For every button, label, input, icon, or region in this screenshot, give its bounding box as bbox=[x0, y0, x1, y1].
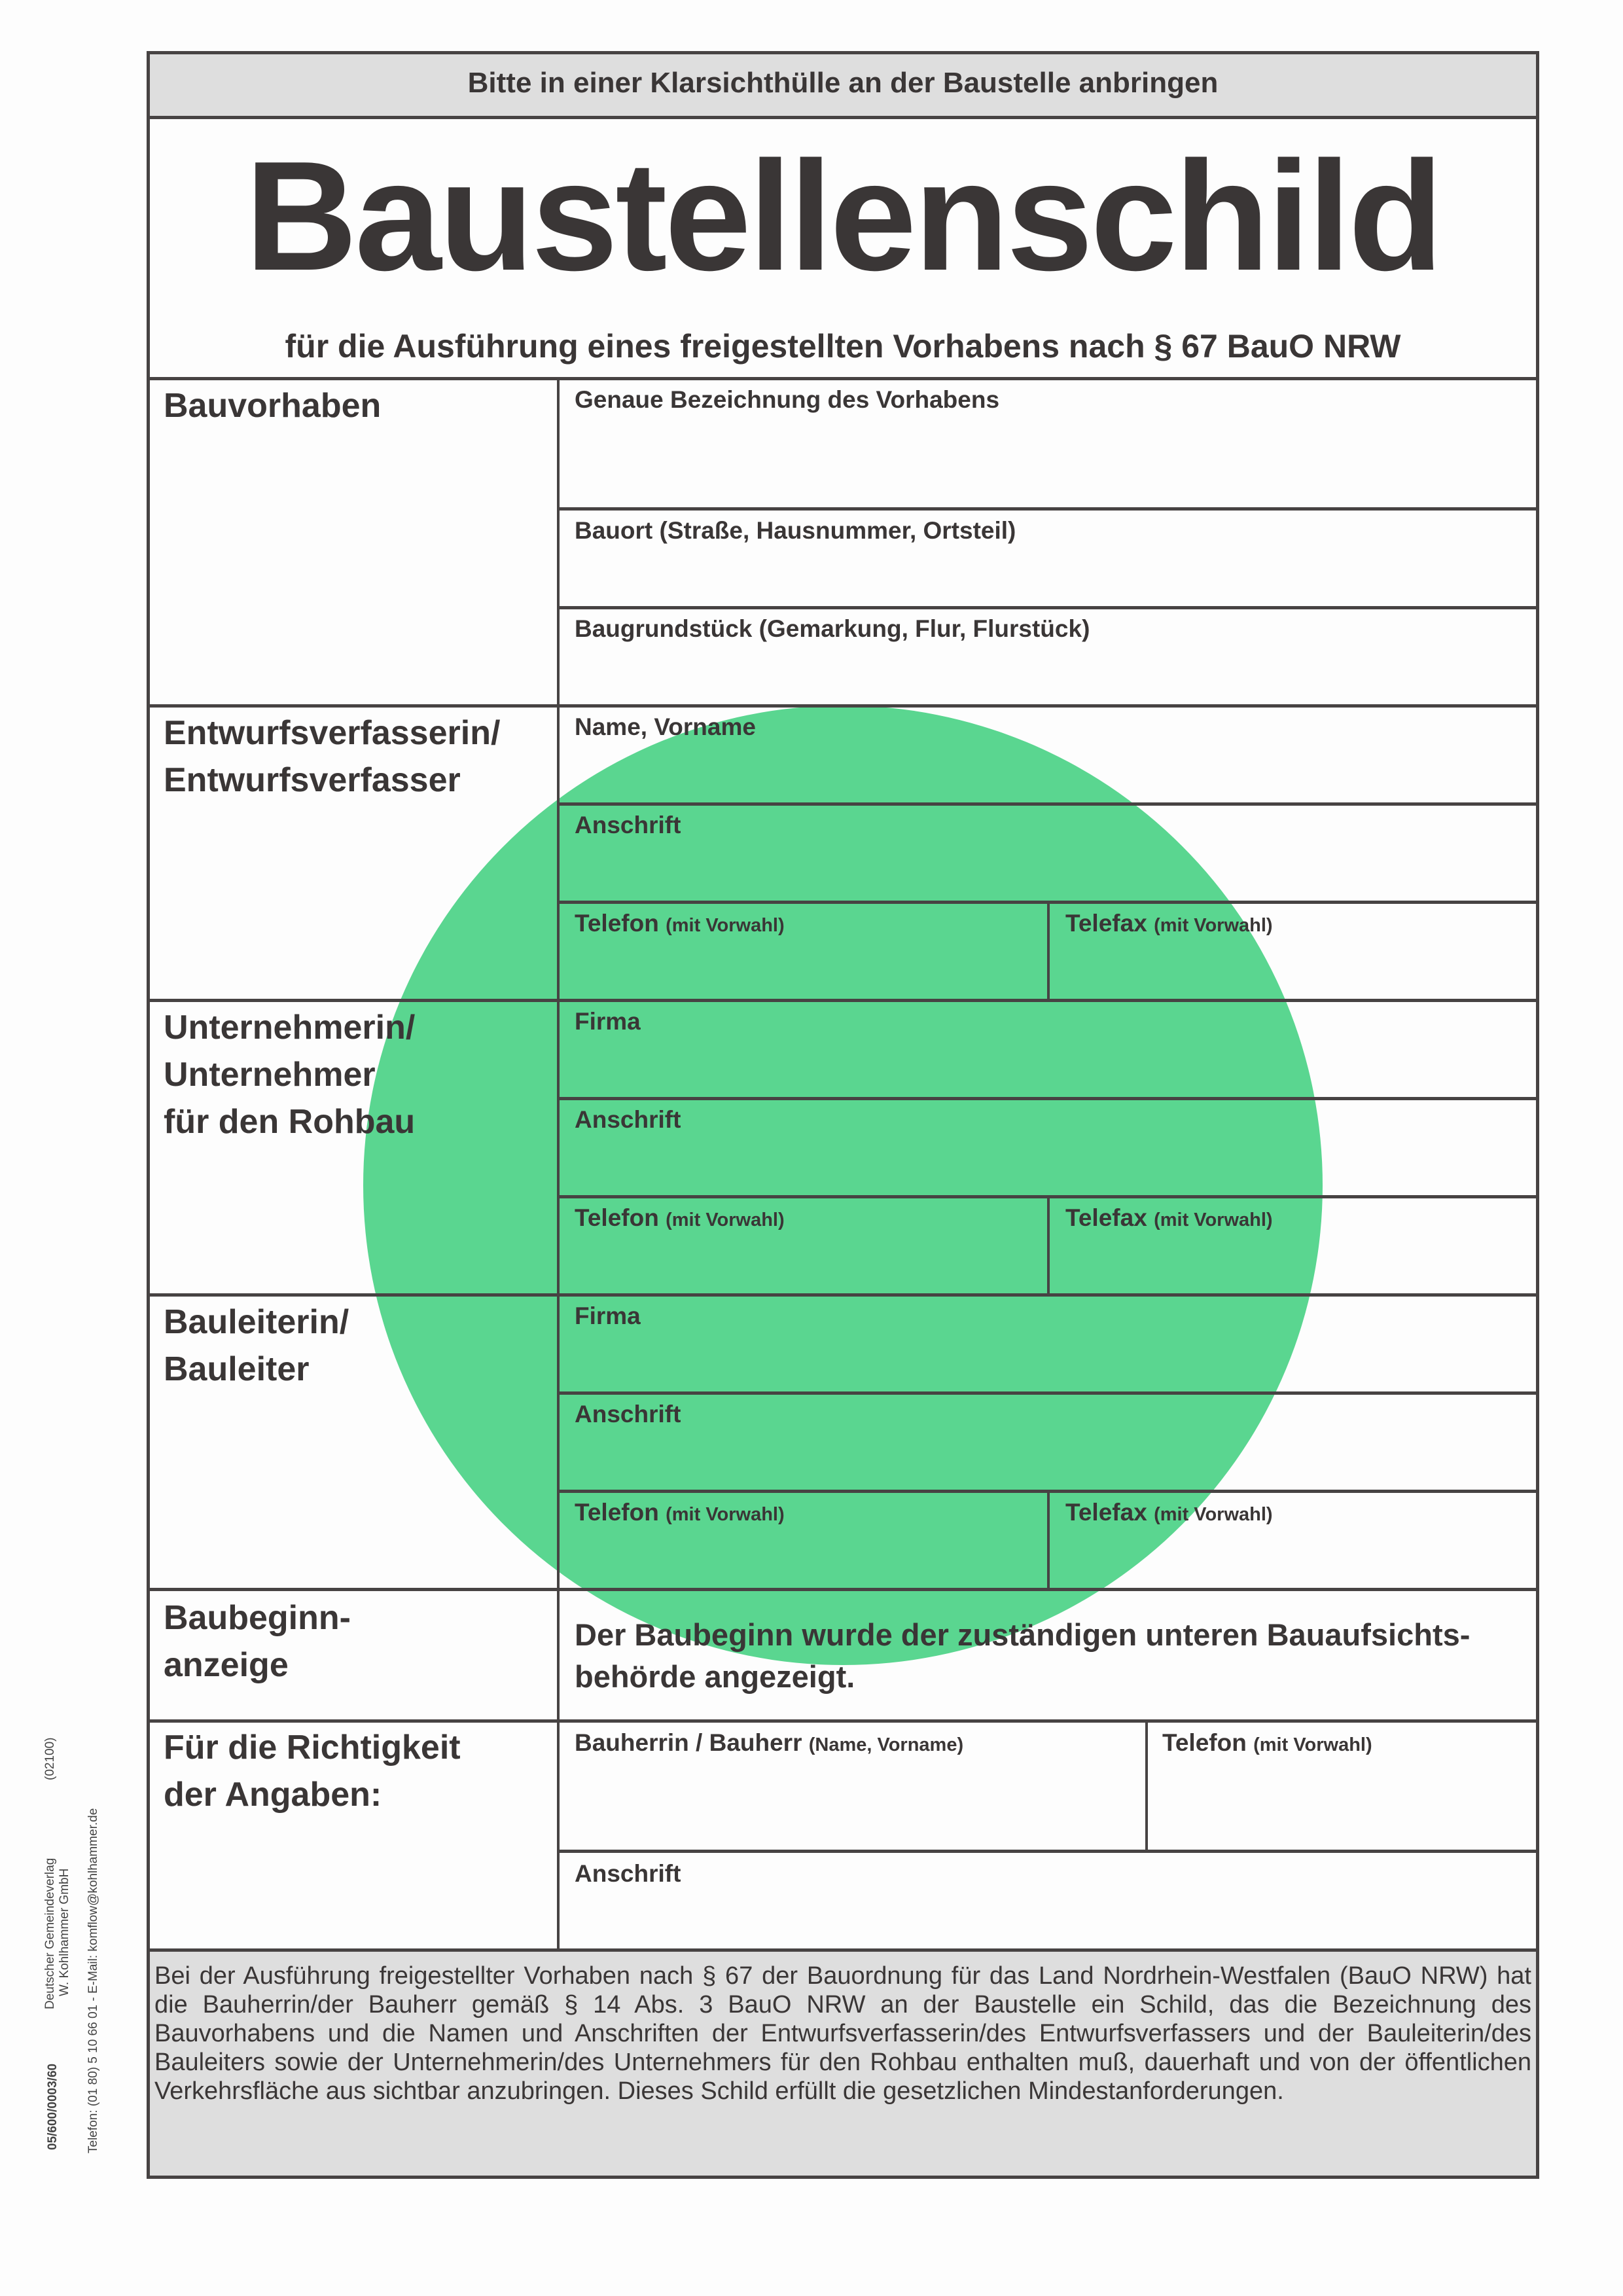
section-label-line: Für die Richtigkeit bbox=[164, 1729, 461, 1767]
field-label-anschrift: Anschrift bbox=[575, 1401, 681, 1427]
telefon-hint: (mit Vorwahl) bbox=[666, 1210, 785, 1230]
column-divider bbox=[1047, 1196, 1050, 1295]
divider bbox=[147, 377, 1539, 380]
banner-instruction: Bitte in einer Klarsichthülle an der Baustelle anbringen bbox=[467, 67, 1219, 99]
section-label-line: für den Rohbau bbox=[164, 1103, 416, 1141]
telefax-hint: (mit Vorwahl) bbox=[1154, 915, 1273, 936]
divider bbox=[558, 1850, 1539, 1853]
divider bbox=[558, 507, 1539, 511]
telefon-hint: (mit Vorwahl) bbox=[666, 1504, 785, 1525]
publisher-contact: Telefon: (01 80) 5 10 66 01 - E-Mail: komflow@kohlhammer.de bbox=[86, 1808, 100, 2153]
divider bbox=[147, 999, 1539, 1002]
section-label-entwurf bbox=[164, 709, 500, 804]
publisher-company: W. Kohlhammer GmbH bbox=[58, 1868, 71, 1996]
section-label-line: Bauleiter bbox=[164, 1350, 310, 1388]
divider bbox=[147, 116, 1539, 119]
input-bauherr-anschrift[interactable] bbox=[560, 1893, 1535, 1946]
telefon-label: Telefon bbox=[575, 910, 659, 937]
publisher-name: Deutscher Gemeindeverlag bbox=[43, 1857, 57, 2009]
telefax-hint: (mit Vorwahl) bbox=[1154, 1504, 1273, 1525]
field-label-anschrift: Anschrift bbox=[575, 812, 681, 838]
field-label-telefax bbox=[1065, 910, 1273, 937]
field-label-telefax bbox=[1065, 1204, 1273, 1232]
divider bbox=[147, 704, 1539, 708]
input-entwurf-telefon[interactable] bbox=[560, 942, 1044, 997]
section-label-unternehmer bbox=[164, 1004, 415, 1145]
field-label-anschrift: Anschrift bbox=[575, 1860, 681, 1887]
bauherr-label: Bauherrin / Bauherr bbox=[575, 1729, 802, 1756]
input-bauleiter-telefax[interactable] bbox=[1051, 1532, 1535, 1587]
input-bauleiter-firma[interactable] bbox=[560, 1335, 1535, 1390]
input-unternehmer-telefon[interactable] bbox=[560, 1237, 1044, 1292]
telefon-label: Telefon bbox=[1162, 1729, 1247, 1756]
input-entwurf-name[interactable] bbox=[560, 746, 1535, 801]
column-divider bbox=[1047, 902, 1050, 1000]
field-label-name: Name, Vorname bbox=[575, 713, 756, 740]
divider bbox=[147, 1719, 1539, 1723]
field-label-bauherr bbox=[575, 1729, 963, 1757]
field-label-bauort: Bauort (Straße, Hausnummer, Ortsteil) bbox=[575, 517, 1016, 544]
input-unternehmer-firma[interactable] bbox=[560, 1041, 1535, 1096]
input-unternehmer-anschrift[interactable] bbox=[560, 1139, 1535, 1194]
section-label-bauleiter bbox=[164, 1299, 349, 1393]
divider bbox=[558, 802, 1539, 806]
input-bauort[interactable] bbox=[560, 550, 1535, 605]
section-label-line: Unternehmer bbox=[164, 1056, 376, 1094]
section-label-line: Unternehmerin/ bbox=[164, 1009, 416, 1047]
divider bbox=[147, 1588, 1539, 1591]
input-bauherr-name[interactable] bbox=[560, 1762, 1143, 1847]
field-label-baugrundstueck: Baugrundstück (Gemarkung, Flur, Flurstück) bbox=[575, 615, 1090, 642]
telefax-label: Telefax bbox=[1065, 1204, 1147, 1231]
form-number: 05/600/0003/60 bbox=[46, 2063, 60, 2150]
column-divider bbox=[557, 378, 560, 1949]
field-label-firma: Firma bbox=[575, 1302, 641, 1329]
page-title: Baustellenschild bbox=[245, 130, 1441, 303]
input-bauleiter-anschrift[interactable] bbox=[560, 1433, 1535, 1488]
section-label-line: Entwurfsverfasserin/ bbox=[164, 714, 501, 752]
section-label-line: der Angaben: bbox=[164, 1776, 382, 1814]
telefon-hint: (mit Vorwahl) bbox=[1253, 1734, 1372, 1755]
legal-notice: Bei der Ausführung freigestellter Vorhaben nach § 67 der Bauordnung für das Land Nordrhein-Westfalen (BauO NRW) hat die Bauherrin/der Bauherr gemäß § 14 Abs. 3 BauO NRW an der Baustelle ein Schild, das die Bezeichnung des Bauvorhabens und die Namen und Anschriften der Entwurfsverfasserin/des Entwurfsverfassers und der Bauleiterin/des Bauleiters sowie der Unternehmerin/des Unternehmers für den Rohbau enthalten muß, dauerhaft und von der öffentlichen Verkehrsfläche aus sichtbar anzubringen. Dieses Schild erfüllt die gesetzlichen Mindestanforderungen. bbox=[154, 1962, 1531, 2105]
input-bauherr-telefon[interactable] bbox=[1149, 1762, 1535, 1847]
section-label-richtigkeit bbox=[164, 1724, 461, 1818]
field-label-telefax bbox=[1065, 1499, 1273, 1526]
input-bauleiter-telefon[interactable] bbox=[560, 1532, 1044, 1587]
section-label-line: Baubeginn- bbox=[164, 1599, 351, 1637]
divider bbox=[147, 1948, 1539, 1952]
page-subtitle: für die Ausführung eines freigestellten Vorhabens nach § 67 BauO NRW bbox=[285, 328, 1401, 365]
field-label-anschrift: Anschrift bbox=[575, 1106, 681, 1133]
telefax-hint: (mit Vorwahl) bbox=[1154, 1210, 1273, 1230]
column-divider bbox=[1145, 1721, 1148, 1851]
column-divider bbox=[1047, 1491, 1050, 1589]
field-label-firma: Firma bbox=[575, 1008, 641, 1035]
input-bezeichnung[interactable] bbox=[560, 419, 1535, 505]
field-label-telefon bbox=[1162, 1729, 1372, 1757]
divider bbox=[558, 1391, 1539, 1395]
telefon-label: Telefon bbox=[575, 1204, 659, 1231]
baubeginn-statement: Der Baubeginn wurde der zuständigen unteren Bauaufsichts-behörde angezeigt. bbox=[575, 1617, 1471, 1694]
input-entwurf-telefax[interactable] bbox=[1051, 942, 1535, 997]
telefax-label: Telefax bbox=[1065, 910, 1147, 937]
section-label-line: Entwurfsverfasser bbox=[164, 761, 461, 799]
section-label-line: anzeige bbox=[164, 1646, 289, 1684]
telefon-label: Telefon bbox=[575, 1499, 659, 1526]
section-label-baubeginn bbox=[164, 1594, 351, 1689]
bauherr-hint: (Name, Vorname) bbox=[808, 1734, 964, 1755]
field-label-bezeichnung: Genaue Bezeichnung des Vorhabens bbox=[575, 386, 1000, 413]
divider bbox=[147, 1293, 1539, 1297]
divider bbox=[558, 1097, 1539, 1100]
telefon-hint: (mit Vorwahl) bbox=[666, 915, 785, 936]
telefax-label: Telefax bbox=[1065, 1499, 1147, 1526]
field-label-telefon bbox=[575, 1204, 785, 1232]
section-label-line: Bauleiterin/ bbox=[164, 1303, 349, 1341]
field-label-telefon bbox=[575, 910, 785, 937]
divider bbox=[558, 606, 1539, 609]
input-unternehmer-telefax[interactable] bbox=[1051, 1237, 1535, 1292]
field-label-telefon bbox=[575, 1499, 785, 1526]
input-entwurf-anschrift[interactable] bbox=[560, 844, 1535, 899]
form-code: (02100) bbox=[43, 1737, 57, 1780]
input-baugrundstueck[interactable] bbox=[560, 648, 1535, 703]
section-label-bauvorhaben: Bauvorhaben bbox=[164, 387, 382, 425]
